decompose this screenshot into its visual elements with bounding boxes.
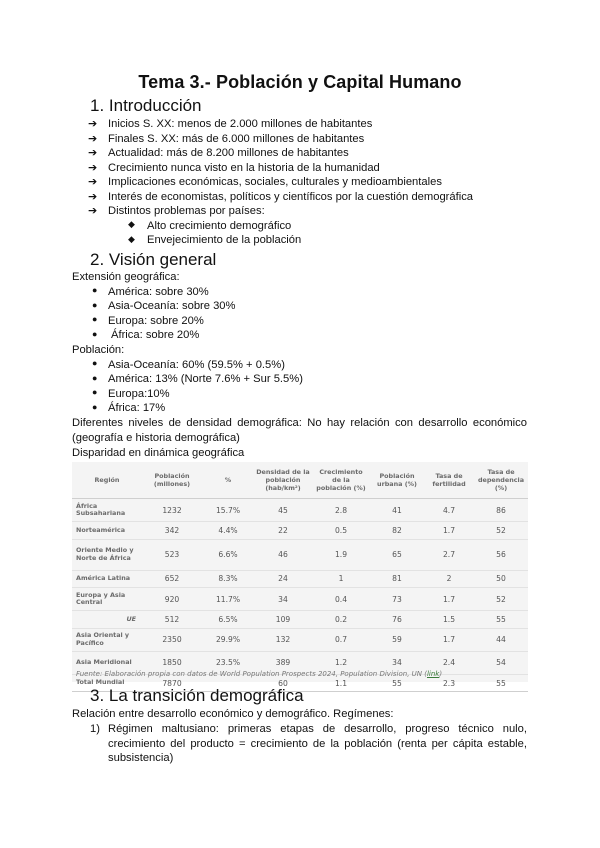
column-header: Crecimiento de la población (%) <box>312 462 370 499</box>
table-row <box>72 588 528 611</box>
table-cell: Oriente Medio y Norte de África <box>72 539 142 570</box>
list-subitem: Alto crecimiento demográfico <box>147 219 292 232</box>
column-header: Población urbana (%) <box>370 462 424 499</box>
table-cell: África Subsahariana <box>72 499 142 522</box>
table-cell: 60 <box>254 674 312 692</box>
list-item: Asia-Oceanía: 60% (59.5% + 0.5%) <box>108 358 285 371</box>
table-cell: 1.5 <box>424 611 474 629</box>
column-header: Tasa de dependencia (%) <box>474 462 528 499</box>
table-cell: 2350 <box>142 628 202 651</box>
table-source-text: Fuente: Elaboración propia con datos de World Population Prospects 2024, Population Division, UN ( <box>76 670 427 678</box>
list-item: Interés de economistas, políticos y científicos por la cuestión demográfica <box>108 190 474 203</box>
table-cell: 1.2 <box>312 651 370 674</box>
table-cell: 15.7% <box>202 499 254 522</box>
bullet-icon: ● <box>92 401 98 412</box>
table-cell: 1.7 <box>424 522 474 540</box>
density-paragraph: Diferentes niveles de densidad demográfica: No hay relación con desarrollo económico (geografía e historia demográfica) <box>72 417 527 444</box>
table-cell: 1232 <box>142 499 202 522</box>
table-cell: América Latina <box>72 570 142 588</box>
list-item: Europa:10% <box>108 387 170 400</box>
disparity-label: Disparidad en dinámica geográfica <box>72 446 245 459</box>
bullet-icon: ● <box>92 328 98 339</box>
table-cell: 652 <box>142 570 202 588</box>
table-cell: 1.9 <box>312 539 370 570</box>
table-cell: 59 <box>370 628 424 651</box>
extension-label: Extensión geográfica: <box>72 271 180 283</box>
table-row <box>72 539 528 570</box>
list-item: Finales S. XX: más de 6.000 millones de habitantes <box>108 132 365 145</box>
bullet-icon: ● <box>92 285 98 295</box>
list-item: África: 17% <box>108 402 166 414</box>
list-item: Implicaciones económicas, sociales, culturales y medioambientales <box>108 176 442 188</box>
list-item: Europa: sobre 20% <box>108 314 204 327</box>
diamond-bullet-icon: ◆ <box>128 234 135 244</box>
table-cell: 52 <box>474 588 528 611</box>
table-cell: 50 <box>474 570 528 588</box>
table-cell: 2 <box>424 570 474 588</box>
table-cell: 44 <box>474 628 528 651</box>
section-3-heading: 3. La transición demográfica <box>90 686 304 705</box>
population-table-image <box>72 462 528 688</box>
table-cell: 2.3 <box>424 674 474 692</box>
table-cell: 512 <box>142 611 202 629</box>
list-item: África: sobre 20% <box>111 329 200 341</box>
list-item: América: 13% (Norte 7.6% + Sur 5.5%) <box>108 373 303 385</box>
column-header: % <box>202 462 254 499</box>
table-cell: 389 <box>254 651 312 674</box>
arrow-bullet-icon: ➔ <box>88 176 98 188</box>
table-cell: 2.4 <box>424 651 474 674</box>
bullet-icon: ● <box>92 299 98 310</box>
table-cell: 41 <box>370 499 424 522</box>
list-item: Actualidad: más de 8.200 millones de habitantes <box>108 147 349 159</box>
table-cell: 82 <box>370 522 424 540</box>
table-cell: 76 <box>370 611 424 629</box>
table-cell: Norteamérica <box>72 522 142 540</box>
arrow-bullet-icon: ➔ <box>88 132 98 145</box>
list-item: Asia-Oceanía: sobre 30% <box>108 300 236 312</box>
table-cell: 8.3% <box>202 570 254 588</box>
table-cell: 0.4 <box>312 588 370 611</box>
table-row <box>72 611 528 629</box>
table-cell: 56 <box>474 539 528 570</box>
arrow-bullet-icon: ➔ <box>88 161 98 174</box>
table-cell: 7870 <box>142 674 202 692</box>
list-item: Distintos problemas por países: <box>108 205 265 217</box>
bullet-icon: ● <box>92 358 98 368</box>
table-cell: 1.1 <box>312 674 370 692</box>
table-row <box>72 628 528 651</box>
table-row <box>72 522 528 540</box>
list-item: Crecimiento nunca visto en la historia de la humanidad <box>108 161 380 174</box>
table-cell: 86 <box>474 499 528 522</box>
arrow-bullet-icon: ➔ <box>88 205 98 217</box>
table-cell: UE <box>72 611 142 629</box>
table-cell: 6.5% <box>202 611 254 629</box>
table-cell: 6.6% <box>202 539 254 570</box>
table-cell: 1.7 <box>424 588 474 611</box>
section-3-intro: Relación entre desarrollo económico y demográfico. Regímenes: <box>72 708 394 720</box>
table-cell: 2.8 <box>312 499 370 522</box>
list-number: 1) <box>90 723 100 735</box>
population-table <box>72 462 528 692</box>
table-cell: 46 <box>254 539 312 570</box>
column-header: Región <box>72 462 142 499</box>
table-cell: Asia Oriental y Pacífico <box>72 628 142 651</box>
table-cell: 23.5% <box>202 651 254 674</box>
bullet-icon: ● <box>92 387 98 397</box>
table-cell: 132 <box>254 628 312 651</box>
list-subitem: Envejecimiento de la población <box>147 234 302 246</box>
column-header: Tasa de fertilidad <box>424 462 474 499</box>
table-cell: 1.7 <box>424 628 474 651</box>
regime-1-paragraph: Régimen maltusiano: primeras etapas de desarrollo, progreso técnico nulo, crecimiento del producto = crecimiento de la población (renta per cápita estable, subsistencia) <box>108 723 527 764</box>
table-source-link[interactable]: link <box>426 670 440 678</box>
table-cell: 45 <box>254 499 312 522</box>
table-cell: 55 <box>474 611 528 629</box>
table-cell: 2.7 <box>424 539 474 570</box>
table-cell: 920 <box>142 588 202 611</box>
list-item: Inicios S. XX: menos de 2.000 millones de habitantes <box>108 118 373 130</box>
diamond-bullet-icon: ◆ <box>128 219 135 229</box>
table-cell: 54 <box>474 651 528 674</box>
table-cell: 4.4% <box>202 522 254 540</box>
table-cell: 29.9% <box>202 628 254 651</box>
column-header: Población (millones) <box>142 462 202 499</box>
arrow-bullet-icon: ➔ <box>88 190 98 203</box>
section-2-heading: 2. Visión general <box>90 250 217 269</box>
table-cell: 52 <box>474 522 528 540</box>
table-cell: 65 <box>370 539 424 570</box>
table-row <box>72 570 528 588</box>
table-cell: 0.2 <box>312 611 370 629</box>
arrow-bullet-icon: ➔ <box>88 118 98 130</box>
table-cell: 55 <box>474 674 528 692</box>
population-label: Población: <box>72 344 125 356</box>
list-item: América: sobre 30% <box>108 285 209 298</box>
table-cell: 34 <box>254 588 312 611</box>
table-cell: 34 <box>370 651 424 674</box>
table-cell: 0.5 <box>312 522 370 540</box>
table-cell: 109 <box>254 611 312 629</box>
table-row <box>72 499 528 522</box>
table-cell: 22 <box>254 522 312 540</box>
table-cell: 81 <box>370 570 424 588</box>
table-source-suffix: ) <box>439 670 443 678</box>
table-cell: 1850 <box>142 651 202 674</box>
table-cell: 523 <box>142 539 202 570</box>
column-header: Densidad de la población (hab/km²) <box>254 462 312 499</box>
arrow-bullet-icon: ➔ <box>88 147 98 159</box>
table-cell: 342 <box>142 522 202 540</box>
table-cell: Europa y Asia Central <box>72 588 142 611</box>
table-cell: 73 <box>370 588 424 611</box>
table-cell: 55 <box>370 674 424 692</box>
table-source <box>76 670 442 678</box>
table-cell: Asia Meridional <box>72 651 142 674</box>
bullet-icon: ● <box>92 372 98 383</box>
table-cell: 4.7 <box>424 499 474 522</box>
page-title: Tema 3.- Población y Capital Humano <box>138 72 462 92</box>
bullet-icon: ● <box>92 314 98 324</box>
table-cell: 0.7 <box>312 628 370 651</box>
section-1-heading: 1. Introducción <box>90 96 202 115</box>
table-cell: 24 <box>254 570 312 588</box>
table-header-row <box>72 462 528 499</box>
table-cell: 11.7% <box>202 588 254 611</box>
table-cell: 1 <box>312 570 370 588</box>
table-cell: Total Mundial <box>72 674 142 692</box>
